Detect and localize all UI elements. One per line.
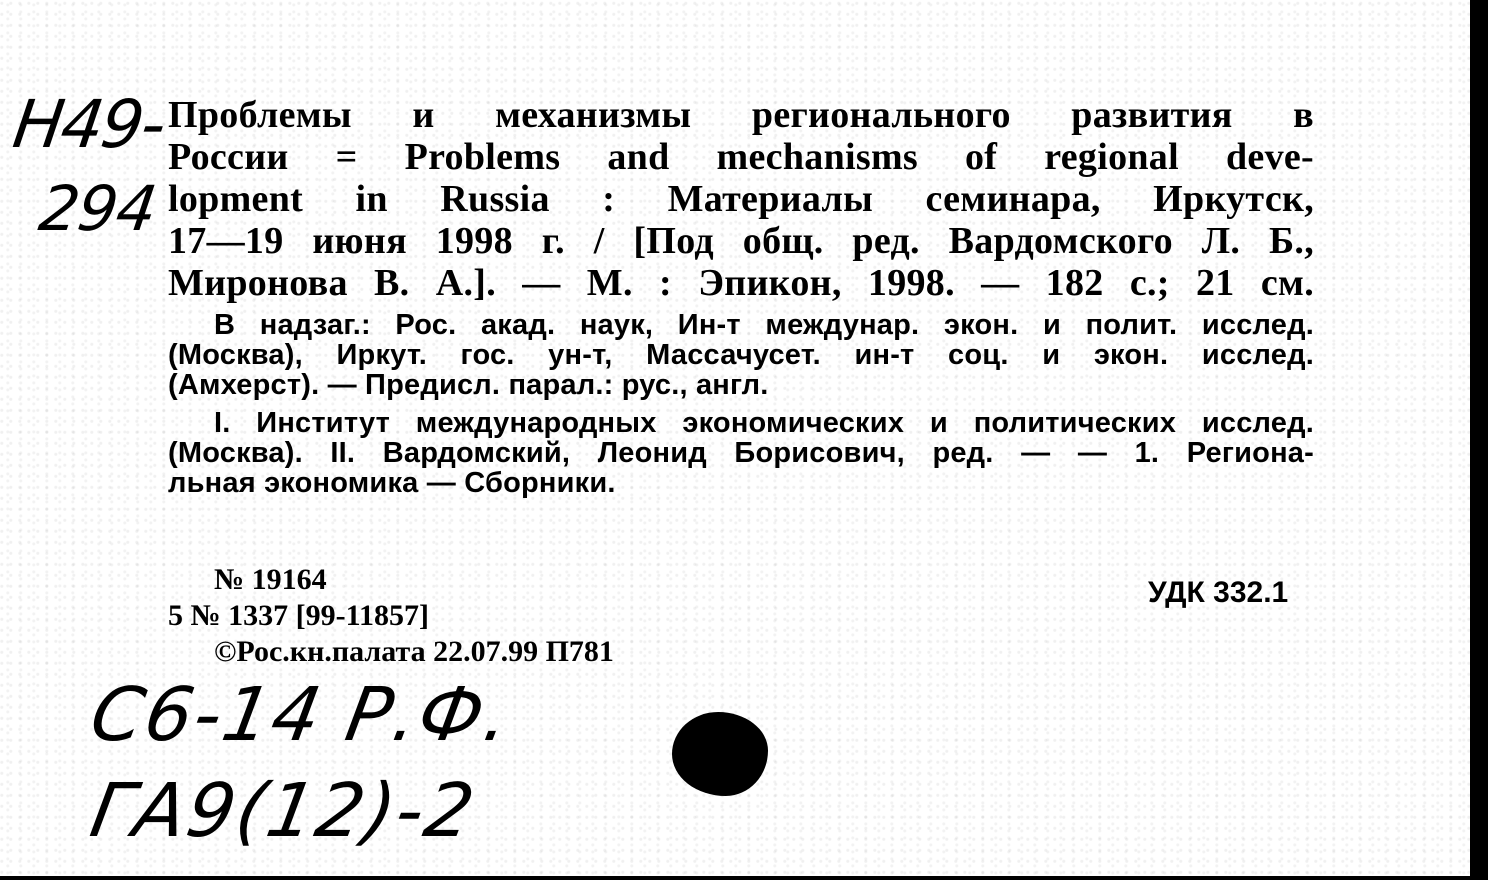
handwritten-classification-1: С6-14 Р.Ф. — [84, 672, 519, 758]
note-line: (Москва). II. Вардомский, Леонид Борисович, ред. — — 1. Региона- — [168, 437, 1314, 469]
entry-line: Миронова В. А.]. — М. : Эпикон, 1998. — 182 с.; 21 см. — [168, 262, 1314, 304]
registration-number: 5 № 1337 [99-11857] — [168, 599, 429, 632]
handwritten-shelfmark-top: Н49- — [8, 86, 169, 163]
note-line: I. Институт международных экономических и политических исслед. — [214, 407, 1314, 439]
note-line: льная экономика — Сборники. — [168, 467, 616, 499]
handwritten-shelfmark-bottom: 294 — [34, 172, 161, 245]
udk-code: УДК 332.1 — [1148, 576, 1289, 609]
card-edge-bottom — [0, 876, 1488, 880]
entry-line: России = Problems and mechanisms of regional deve- — [168, 136, 1314, 178]
record-number: № 19164 — [214, 563, 327, 596]
note-line: В надзаг.: Рос. акад. наук, Ин-т междунар. экон. и полит. исслед. — [214, 309, 1314, 341]
entry-line: 17—19 июня 1998 г. / [Под общ. ред. Вардомского Л. Б., — [168, 220, 1314, 262]
entry-line: Проблемы и механизмы регионального развития в — [168, 94, 1314, 136]
note-line: (Москва), Иркут. гос. ун-т, Массачусет. ин-т соц. и экон. исслед. — [168, 339, 1314, 371]
bibliographic-entry — [168, 94, 1314, 304]
entry-line: lopment in Russia : Материалы семинара, Иркутск, — [168, 178, 1314, 220]
card-meta — [168, 562, 614, 670]
card-edge-right — [1470, 0, 1488, 880]
punch-hole-blot — [672, 712, 768, 796]
entry-notes — [168, 310, 1314, 498]
book-chamber-stamp: ©Рос.кн.палата 22.07.99 П781 — [214, 635, 614, 668]
note-line: (Амхерст). — Предисл. парал.: рус., англ. — [168, 369, 769, 401]
handwritten-classification-2: ГА9(12)-2 — [84, 768, 483, 854]
